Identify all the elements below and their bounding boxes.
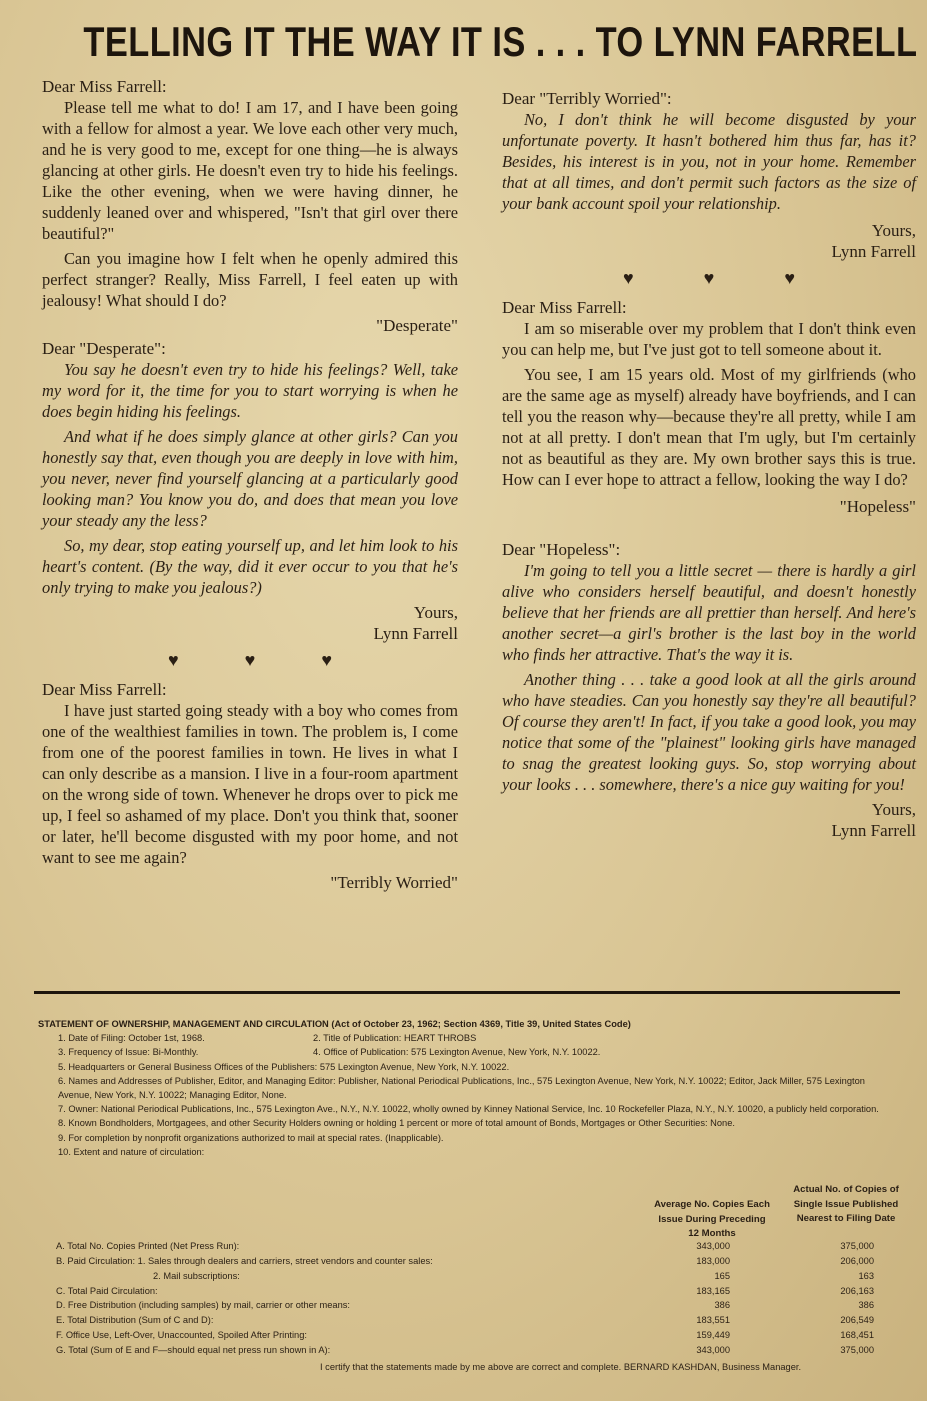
statement-line: 7. Owner: National Periodical Publications, Inc., 575 Lexington Ave., N.Y., N.Y. 10022, wholly owned by Kinney National Service, Inc. 10 Rockefeller Plaza, N.Y., N.Y. 10020, a publicly held corporation.: [58, 1104, 879, 1115]
statement-line: 9. For completion by nonprofit organizations authorized to mail at special rates. (Inapplicable).: [58, 1132, 444, 1143]
row-label: B. Paid Circulation: 1. Sales through dealers and carriers, street vendors and counter sales:: [56, 1256, 433, 1266]
heart-icon: ♥: [784, 268, 796, 288]
section-divider: [34, 991, 900, 994]
reply2-signature: Lynn Farrell: [831, 242, 916, 261]
reply1-paragraph: You say he doesn't even try to hide his feelings? Well, take my word for it, the time for you to start worrying is when he does begin hiding his feelings.: [42, 360, 458, 421]
average-value: 159,449: [696, 1330, 730, 1340]
letter1-paragraph: Can you imagine how I felt when he openly admired this perfect stranger? Really, Miss Farrell, I feel eaten up with jealousy! What should I do?: [42, 249, 458, 310]
heart-icon: ♥: [244, 650, 256, 670]
statement-line: 3. Frequency of Issue: Bi-Monthly.: [58, 1047, 199, 1058]
table-row: [56, 1330, 876, 1344]
statement-line: 4. Office of Publication: 575 Lexington Avenue, New York, N.Y. 10022.: [313, 1047, 601, 1058]
column-header-actual: Actual No. of Copies of Single Issue Published Nearest to Filing Date: [793, 1184, 899, 1224]
statement-line: 2. Title of Publication: HEART THROBS: [313, 1033, 477, 1044]
heart-divider: [502, 268, 916, 289]
column-header-average: Average No. Copies Each Issue During Preceding 12 Months: [654, 1199, 770, 1239]
letter3-signature: "Hopeless": [839, 497, 916, 516]
reply3-paragraph: Another thing . . . take a good look at all the girls around who have steadies. Can you honestly say they're all beautiful? Of course they aren't! In fact, if you take a good look, you may notice that some of the "plainest" looking girls have managed to snag the greatest looking guys. So, stop worrying about your looks . . . somewhere, there's a nice guy waiting for you!: [502, 670, 916, 794]
row-label: E. Total Distribution (Sum of C and D):: [56, 1315, 214, 1325]
reply2-closing: Yours,: [871, 221, 916, 240]
page-title: TELLING IT THE WAY IT IS . . . TO LYNN FARRELL: [83, 18, 918, 65]
average-value: 183,551: [696, 1315, 730, 1325]
letter1-signature: "Desperate": [376, 316, 458, 335]
reply1-salutation: Dear "Desperate":: [42, 339, 166, 358]
letter3-salutation: Dear Miss Farrell:: [502, 298, 627, 317]
letter3-paragraph: You see, I am 15 years old. Most of my girlfriends (who are the same age as myself) already have boyfriends, and I can tell you the reason why—because they're all pretty, while I am not at all pretty. I don't mean that I'm ugly, but I'm certainly not as beautiful as they are. My own brother says this is true. How can I ever hope to attract a fellow, looking the way I do?: [502, 365, 916, 489]
actual-value: 163: [858, 1271, 874, 1281]
reply1-paragraph: So, my dear, stop eating yourself up, and let him look to his heart's content. (By the way, did it ever occur to you that he's only trying to make you jealous?): [42, 536, 458, 597]
actual-value: 206,549: [840, 1315, 874, 1325]
heart-icon: ♥: [703, 268, 715, 288]
table-row: [56, 1300, 876, 1314]
row-label: 2. Mail subscriptions:: [153, 1271, 240, 1281]
letter2-paragraph: I have just started going steady with a boy who comes from one of the wealthiest families in town. The problem is, I come from one of the poorest families in town. He lives in what I can only describe as a mansion. I live in a four-room apartment on the wrong side of town. Whenever he drops over to pick me up, I feel so ashamed of my place. Don't you think that, sooner or later, he'll become disgusted with my poor home, and not want to see me again?: [42, 701, 458, 867]
letter2-salutation: Dear Miss Farrell:: [42, 680, 167, 699]
actual-value: 375,000: [840, 1241, 874, 1251]
ownership-statement: [38, 1017, 898, 1159]
actual-value: 386: [858, 1300, 874, 1310]
statement-line: 6. Names and Addresses of Publisher, Editor, and Managing Editor: Publisher, National Periodical Publications, Inc., 575 Lexington Avenue, New York, N.Y. 10022; Editor, Jack Miller, 575 Lexington Avenue, New York, N.Y. 10022; Managing Editor, None.: [58, 1075, 865, 1101]
actual-value: 206,163: [840, 1286, 874, 1296]
average-value: 386: [714, 1300, 730, 1310]
table-row: [56, 1271, 876, 1285]
table-row: [56, 1345, 876, 1359]
letter2-signature: "Terribly Worried": [330, 873, 458, 892]
average-value: 343,000: [696, 1241, 730, 1251]
right-column: [502, 88, 916, 841]
reply2-paragraph: No, I don't think he will become disgusted by your unfortunate poverty. It hasn't bothered him thus far, has it? Besides, his interest is in you, not in your home. Remember that at all times, and don't permit such factors as the size of your bank account spoil your relationship.: [502, 110, 916, 213]
row-label: F. Office Use, Left-Over, Unaccounted, Spoiled After Printing:: [56, 1330, 307, 1340]
actual-value: 375,000: [840, 1345, 874, 1355]
average-value: 165: [714, 1271, 730, 1281]
statement-heading: STATEMENT OF OWNERSHIP, MANAGEMENT AND CIRCULATION (Act of October 23, 1962; Section 4369, Title 39, United States Code): [38, 1019, 631, 1029]
row-label: G. Total (Sum of E and F—should equal net press run shown in A):: [56, 1345, 331, 1355]
reply3-salutation: Dear "Hopeless":: [502, 540, 621, 559]
row-label: A. Total No. Copies Printed (Net Press Run):: [56, 1241, 240, 1251]
reply3-closing: Yours,: [871, 800, 916, 819]
statement-line: 1. Date of Filing: October 1st, 1968.: [58, 1033, 205, 1044]
average-value: 183,165: [696, 1286, 730, 1296]
reply3-signature: Lynn Farrell: [831, 821, 916, 840]
heart-divider: [42, 650, 458, 671]
table-row: [56, 1286, 876, 1300]
table-row: [56, 1241, 876, 1255]
reply2-salutation: Dear "Terribly Worried":: [502, 89, 672, 108]
average-value: 183,000: [696, 1256, 730, 1266]
reply1-closing: Yours,: [413, 603, 458, 622]
heart-icon: ♥: [622, 268, 634, 288]
letter1-salutation: Dear Miss Farrell:: [42, 77, 167, 96]
table-row: [56, 1315, 876, 1329]
reply1-paragraph: And what if he does simply glance at other girls? Can you honestly say that, even though you are deeply in love with him, you never, never find yourself glancing at a particularly good looking man? You know you do, and does that mean you love your steady any the less?: [42, 427, 458, 530]
heart-icon: ♥: [321, 650, 333, 670]
row-label: C. Total Paid Circulation:: [56, 1286, 158, 1296]
reply1-signature: Lynn Farrell: [373, 624, 458, 643]
statement-line: 8. Known Bondholders, Mortgagees, and other Security Holders owning or holding 1 percent or more of total amount of Bonds, Mortgages or Other Securities: None.: [58, 1118, 735, 1129]
certification: I certify that the statements made by me above are correct and complete. BERNARD KASHDAN, Business Manager.: [320, 1362, 802, 1372]
actual-value: 168,451: [840, 1330, 874, 1340]
reply3-paragraph: I'm going to tell you a little secret — there is hardly a girl alive who considers herself beautiful, and doesn't honestly believe that her friends are all prettier than herself. And here's another secret—a girl's brother is the last boy in the world who finds her attractive. That's the way it is.: [502, 561, 916, 664]
statement-line: 10. Extent and nature of circulation:: [58, 1146, 205, 1157]
letter1-paragraph: Please tell me what to do! I am 17, and I have been going with a fellow for almost a year. We love each other very much, and he is very good to me, except for one thing—he is always glancing at other girls. He doesn't even try to hide his feelings. Like the other evening, when we were having dinner, he suddenly leaned over and whispered, "Isn't that girl over there beautiful?": [42, 98, 458, 243]
heart-icon: ♥: [167, 650, 179, 670]
row-label: D. Free Distribution (including samples) by mail, carrier or other means:: [56, 1300, 350, 1310]
average-value: 343,000: [696, 1345, 730, 1355]
actual-value: 206,000: [840, 1256, 874, 1266]
table-row: [56, 1256, 876, 1270]
letter3-paragraph: I am so miserable over my problem that I don't think even you can help me, but I've just got to tell someone about it.: [502, 319, 916, 359]
statement-line: 5. Headquarters or General Business Offices of the Publishers: 575 Lexington Avenue, New York, N.Y. 10022.: [58, 1061, 510, 1072]
left-column: [42, 76, 458, 893]
